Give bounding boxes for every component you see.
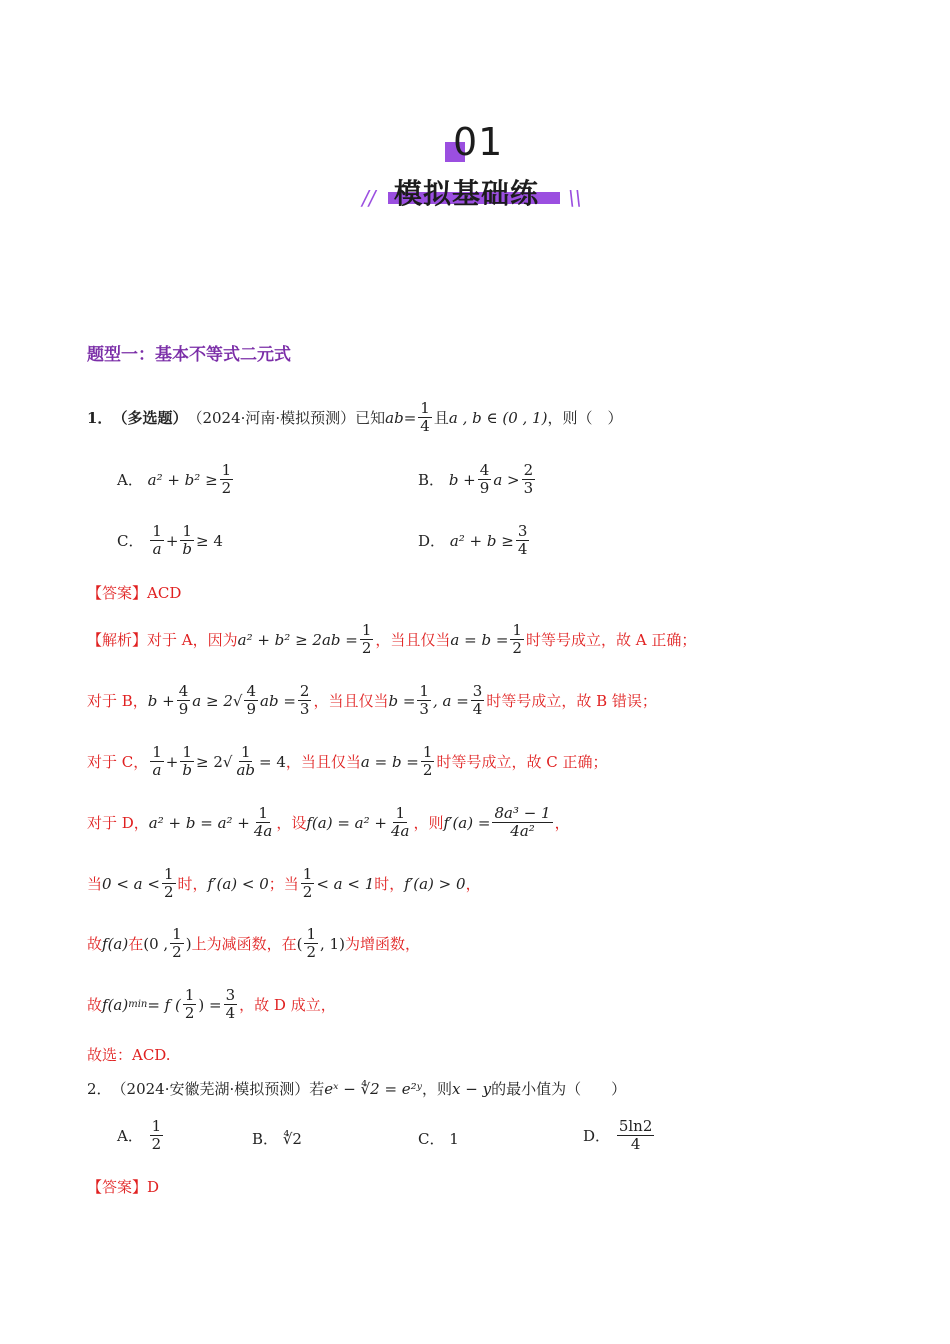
q2-option-b[interactable]: B． ∜2: [252, 1129, 302, 1148]
q1-answer: 【答案】 ACD: [87, 583, 182, 602]
q2-option-c[interactable]: C． 1: [418, 1129, 459, 1148]
question-1-stem: 1． （多选题） （2024·河南·模拟预测）已知 ab = $\frac{1}{4}$ 且 a , b ∈ (0 , 1) ，则（ ）: [87, 399, 623, 435]
q1-analysis-b: 对于 B， b + $\frac{4}{9}$ a ≥ 2√ $\frac{4}{9}$ ab = $\frac{2}{3}$ ，当且仅当 b = $\frac{1}{3}$ , a = $\frac{3}{4}$ 时等号成立，故 B 错误；: [87, 682, 657, 718]
slash-right-decoration: \\: [568, 186, 582, 210]
q1-option-b[interactable]: B． b + $\frac{4}{9}$ a > $\frac{2}{3}$: [418, 461, 534, 497]
q1-final-answer: 故选：ACD.: [87, 1046, 171, 1064]
q1-analysis-e: 当 0 < a < $\frac{1}{2}$ 时， f′(a) < 0 ；当 $\frac{1}{2}$ < a < 1 时， f′(a) > 0 ，: [87, 865, 481, 901]
q1-option-a[interactable]: A． a² + b² ≥ $\frac{1}{2}$: [117, 461, 232, 497]
q1-option-c[interactable]: C． $\frac{1}{a}$ + $\frac{1}{b}$ ≥ 4: [117, 522, 223, 558]
q1-analysis-c: 对于 C， $\frac{1}{a}$ + $\frac{1}{b}$ ≥ 2√ $\frac{1}{ab}$ = 4 ，当且仅当 a = b = $\frac{1}{2}$ 时等号成立，故 C 正确；: [87, 743, 608, 779]
q2-option-d[interactable]: D． $\frac{5\ln 2}{4}$: [583, 1117, 653, 1153]
q2-answer: 【答案】 D: [87, 1177, 160, 1196]
question-2-stem: 2． （2024·安徽芜湖·模拟预测）若 eˣ − ∜2 = e²ʸ ，则 x − y 的最小值为（ ）: [87, 1079, 627, 1098]
q1-analysis-d: 对于 D， a² + b = a² + $\frac{1}{4a}$ ，设 f(a) = a² + $\frac{1}{4a}$ ，则 f′(a) = $\frac{\text{8a³ − 1}}{\text{4a²}}$ ，: [87, 804, 570, 840]
chapter-title: 模拟基础练: [394, 177, 540, 210]
q1-analysis-a: 【解析】 对于 A，因为 a² + b² ≥ 2ab = $\frac{1}{2}$ ，当且仅当 a = b = $\frac{1}{2}$ 时等号成立，故 A 正确；: [87, 621, 697, 657]
chapter-number: [445, 120, 505, 166]
q1-option-d[interactable]: D． a² + b ≥ $\frac{3}{4}$: [418, 522, 528, 558]
slash-left-decoration: //: [362, 186, 376, 210]
q1-analysis-g: 故 f(a) min = f ( $\frac{1}{2}$ ) = $\frac{3}{4}$ ，故 D 成立，: [87, 986, 336, 1022]
chapter-number-text: 01: [453, 120, 504, 164]
section-title: 题型一：基本不等式二元式: [87, 345, 291, 365]
q2-option-a[interactable]: A． $\frac{1}{2}$: [117, 1117, 162, 1153]
q1-analysis-f: 故 f(a) 在 (0 , $\frac{1}{2}$ ) 上为减函数，在 ( $\frac{1}{2}$ , 1) 为增函数，: [87, 925, 420, 961]
chapter-banner: [362, 172, 588, 212]
